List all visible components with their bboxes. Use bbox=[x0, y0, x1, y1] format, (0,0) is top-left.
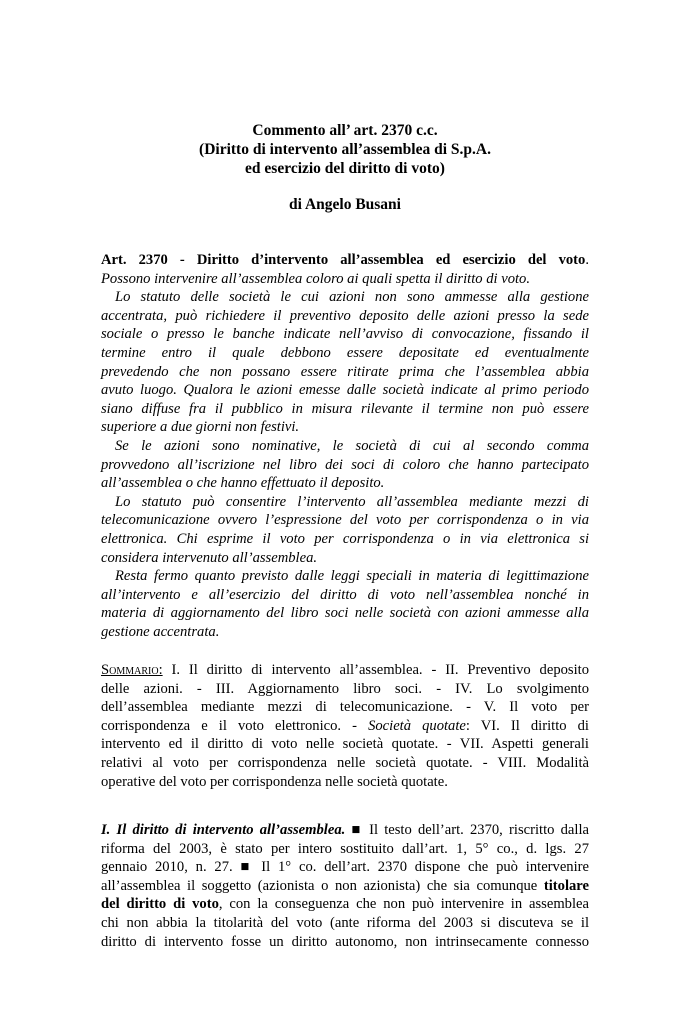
section-line bbox=[101, 821, 589, 840]
section-1-heading: I. Il diritto di intervento all’assemblea. bbox=[101, 822, 346, 838]
document-author: di Angelo Busani bbox=[289, 196, 401, 213]
sommario-line bbox=[101, 661, 589, 680]
section-line: chi non abbia la titolarità del voto (ante riforma del 2003 si discuteva se il bbox=[101, 914, 589, 931]
article-line: termine entro il quale debbono essere depositate ed eventualmente bbox=[101, 344, 589, 361]
sommario-text: I. Il diritto di intervento all’assemblea. - II. Preventivo deposito bbox=[162, 662, 589, 678]
sommario-text: corrispondenza e il voto elettronico. - bbox=[101, 717, 369, 734]
section-text: , con la conseguenza che non può intervenire in assemblea bbox=[218, 896, 589, 913]
document-title bbox=[101, 121, 589, 178]
sommario-label: Sommario: bbox=[101, 662, 163, 678]
section-1 bbox=[101, 821, 589, 951]
article-line: elettronica. Chi esprime il voto per corrispondenza o in via elettronica si bbox=[101, 530, 589, 547]
article-line: Lo statuto delle società le cui azioni non sono ammesse alla gestione bbox=[115, 289, 589, 306]
sommario-line: relativi al voto per corrispondenza nelle società quotate. - VIII. Modalità bbox=[101, 754, 589, 771]
title-line-1: Commento all’ art. 2370 c.c. bbox=[252, 122, 438, 139]
title-line-3: ed esercizio del diritto di voto) bbox=[245, 160, 445, 177]
article-line: prevedendo che non possano essere ritirate prima che l’assemblea abbia bbox=[101, 363, 589, 380]
sommario bbox=[101, 661, 589, 791]
article-line: sociale o presso le banche indicate nell’avviso di convocazione, fissando il bbox=[101, 326, 589, 343]
article-paragraphs bbox=[101, 270, 589, 642]
article-line: accentrata, può richiedere il preventivo deposito delle azioni presso la sede bbox=[101, 307, 589, 324]
section-text: all’assemblea il soggetto (azionista o non azionista) che sia comunque bbox=[101, 877, 544, 894]
article-line: Se le azioni sono nominative, le società di cui al secondo comma bbox=[115, 437, 589, 454]
article-line: Resta fermo quanto previsto dalle leggi speciali in materia di legittimazione bbox=[115, 568, 589, 585]
title-line-2: (Diritto di intervento all’assemblea di S.p.A. bbox=[199, 141, 491, 158]
sommario-text: : VI. Il diritto di bbox=[465, 717, 589, 734]
article-line: Possono intervenire all’assemblea coloro ai quali spetta il diritto di voto. bbox=[101, 270, 530, 287]
section-bold: titolare bbox=[543, 877, 589, 894]
section-line: diritto di intervento fosse un diritto autonomo, non intrinsecamente connesso bbox=[101, 933, 589, 950]
article-text bbox=[101, 251, 589, 641]
sommario-line: delle azioni. - III. Aggiornamento libro soci. - IV. Lo svolgimento bbox=[101, 680, 589, 697]
section-line bbox=[101, 895, 589, 914]
section-text: ■ Il testo dell’art. 2370, riscritto dalla bbox=[345, 822, 589, 838]
article-line: siano diffuse fra il pubblico in misura rilevante il termine non può essere bbox=[101, 400, 589, 417]
article-line: gestione accentrata. bbox=[101, 623, 220, 640]
article-line: avuto luogo. Qualora le azioni emesse dalle società indicate al primo periodo bbox=[101, 382, 589, 399]
article-line: superiore a due giorni non festivi. bbox=[101, 419, 300, 436]
article-line: considera intervenuto all’assemblea. bbox=[101, 549, 318, 566]
section-line: gennaio 2010, n. 27. ■ Il 1° co. dell’art. 2370 dispone che può intervenire bbox=[101, 859, 589, 876]
article-line: all’assemblea o che hanno effettuato il deposito. bbox=[101, 475, 385, 492]
article-line: provvedono all’iscrizione nel libro dei soci di coloro che hanno partecipato bbox=[101, 456, 589, 473]
sommario-line: dell’assemblea mediante mezzi di telecomunicazione. - V. Il voto per bbox=[101, 699, 589, 716]
section-line bbox=[101, 877, 589, 896]
article-line: telecomunicazione ovvero l’espressione del voto per corrispondenza o in via bbox=[101, 512, 589, 529]
article-heading-end: . bbox=[585, 252, 589, 268]
section-line: riforma del 2003, è stato per intero sostituito dall’art. 1, 5° co., d. lgs. 27 bbox=[101, 840, 589, 857]
sommario-line: intervento ed il diritto di voto nelle società quotate. - VII. Aspetti generali bbox=[101, 736, 589, 753]
article-heading-line bbox=[101, 251, 589, 270]
article-line: materia di aggiornamento del libro soci nelle società con azioni ammesse alla bbox=[101, 605, 589, 622]
article-line: Lo statuto può consentire l’intervento all’assemblea mediante mezzi di bbox=[115, 493, 589, 510]
section-bold: del diritto di voto bbox=[101, 896, 219, 913]
article-heading: Art. 2370 - Diritto d’intervento all’assemblea ed esercizio del voto bbox=[101, 252, 586, 268]
article-line: all’intervento e all’esercizio del diritto di voto nell’assemblea nonché in bbox=[101, 586, 589, 603]
sommario-line bbox=[101, 717, 589, 736]
sommario-line: operative del voto per corrispondenza nelle società quotate. bbox=[101, 773, 448, 790]
sommario-italic: Società quotate bbox=[368, 717, 466, 734]
